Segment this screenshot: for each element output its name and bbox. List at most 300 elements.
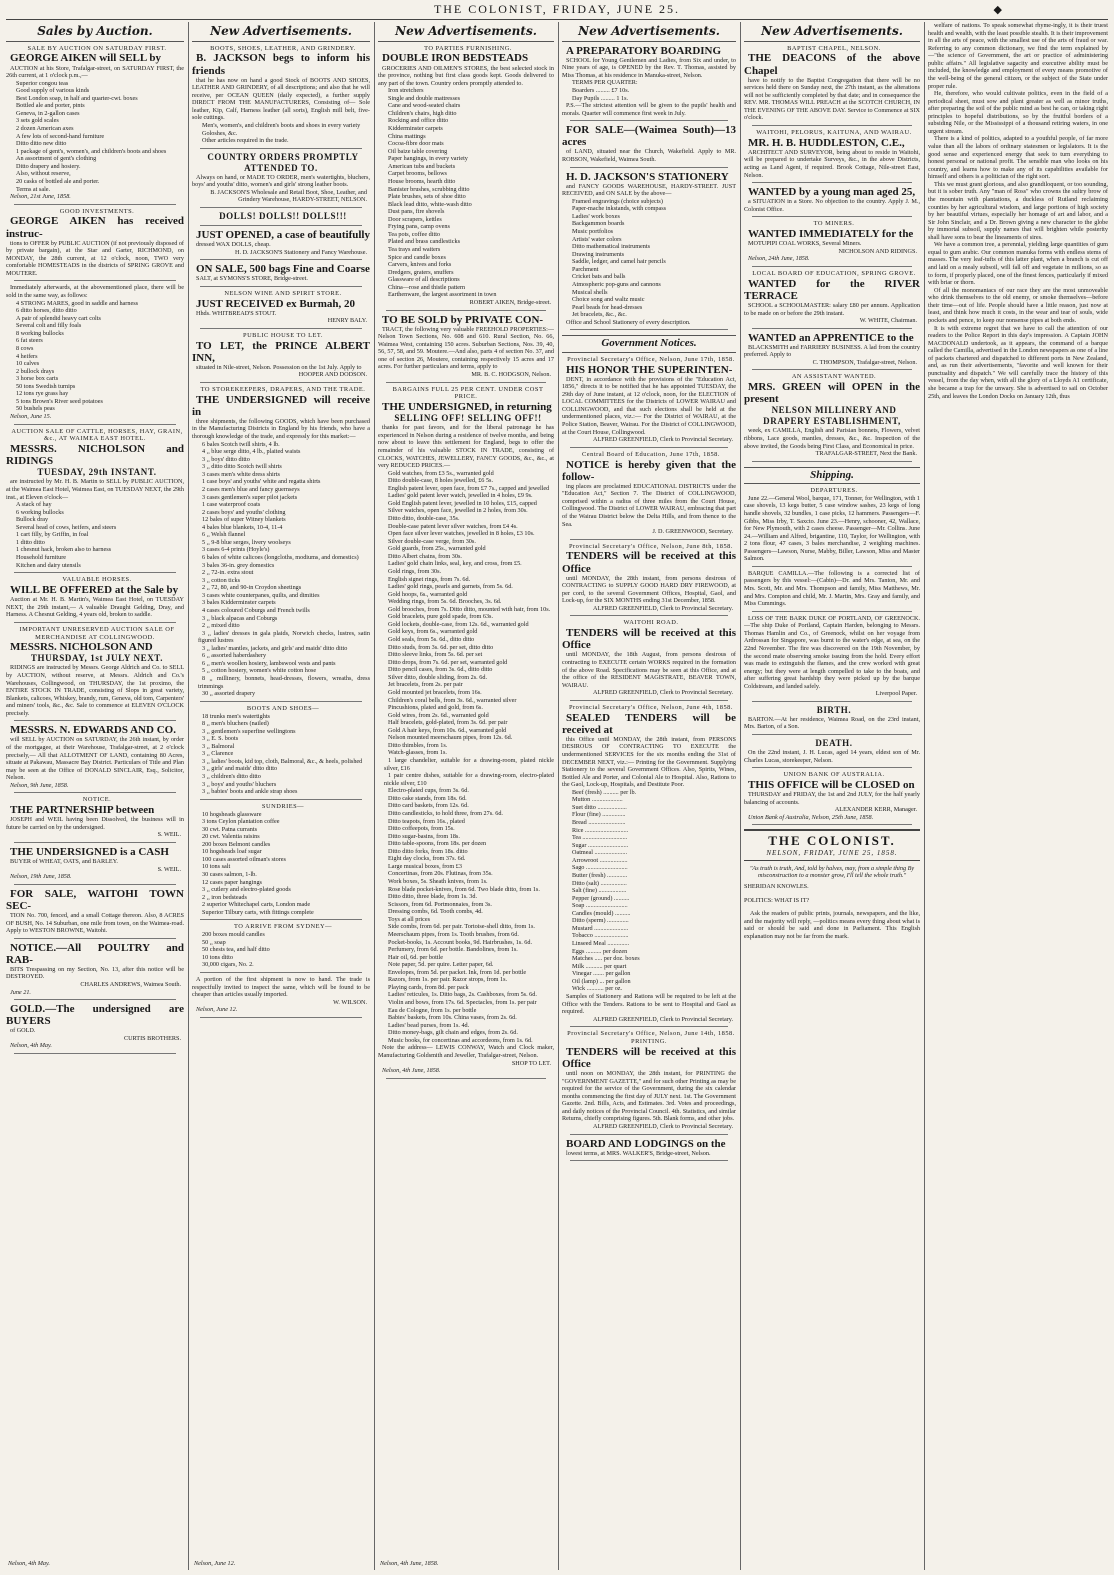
ad-body: thanks for past favors, and for the liberal patronage he has experienced in Nelson during a residence of twelve months, and being now about to leave this settlement for England, begs to offer the remainder of his valuable STOCK IN TRADE, consisting of CLOCKS, WATCHES, JEWELLERY, FANCY GOODS, &c., &c., at very REDUCED PRICES.— bbox=[378, 424, 554, 470]
column-header: New Advertisements. bbox=[744, 24, 920, 42]
ad-item: Superior congou teas bbox=[16, 79, 69, 87]
ad-item: Candles (mould) .......... bbox=[572, 909, 631, 917]
ad-item: Drawing instruments bbox=[572, 250, 625, 258]
column-advertisements-4 bbox=[744, 22, 920, 1570]
ad-separator bbox=[200, 148, 362, 149]
ad-separator bbox=[14, 424, 176, 425]
ad-heading: NELSON WINE AND SPIRIT STORE. bbox=[224, 289, 342, 297]
ad-lead-line: JUST OPENED, a case of beautifully bbox=[196, 228, 370, 241]
ad-item: Good supply of various kinds bbox=[16, 87, 90, 95]
ad-item: Mustard ...................... bbox=[572, 924, 629, 932]
ad-item: 3 ,, Balmoral bbox=[202, 742, 235, 750]
ad-body: tions to OFFER by PUBLIC AUCTION (if not previously disposed of by private bargain), at the Star and Garter, RICHMOND, on MONDAY, the 28th current, at 12 o'clock, noon, TWO very comfortable HOMESTEADS in the districts of SPRING GROVE and MOUTERE. bbox=[6, 239, 184, 277]
ad-item: Plated and brass candlesticks bbox=[388, 238, 460, 246]
ad-item: Ladies' gold patent lever watch, jewelled in 4 holes, £9 9s. bbox=[388, 492, 533, 500]
ad-separator bbox=[752, 369, 912, 370]
ad-body: A portion of the first shipment is now to hand. The trade is respectfully invited to inspect the same, which will be found to be cheaper than articles usually imported. bbox=[192, 976, 370, 999]
ad-separator bbox=[752, 767, 912, 768]
ad-lead-line: MESSRS. NICHOLSON AND bbox=[10, 641, 153, 654]
ad-item: 4 ,, blue serge ditto, 4 lb., plaited waists bbox=[202, 448, 301, 456]
ad-separator bbox=[200, 382, 362, 383]
ad-lead-line: TENDERS will be received at this Office bbox=[562, 1045, 736, 1070]
column-rule bbox=[374, 22, 375, 1570]
advertisement bbox=[744, 332, 920, 367]
ad-item: House brooms, hearth ditto bbox=[388, 177, 456, 185]
ad-separator bbox=[752, 611, 912, 612]
ad-signature: SHOP TO LET. bbox=[511, 1059, 551, 1067]
ad-item: 1 case waterproof coats bbox=[202, 501, 261, 509]
ad-item: Several head of cows, heifers, and steers bbox=[16, 523, 117, 531]
ad-item: Ditto table-spoons, from 18s. per dozen bbox=[388, 840, 487, 848]
ad-item: Other articles required in the trade. bbox=[202, 137, 289, 145]
ad-lead-line: THE PARTNERSHIP between bbox=[10, 804, 155, 817]
ad-signature: J. D. GREENWOOD, Secretary. bbox=[652, 528, 733, 536]
ad-item: 2 cases men's blue and fancy guernseys bbox=[202, 485, 300, 493]
ad-signature: Liverpool Paper. bbox=[875, 690, 917, 698]
column-header: New Advertisements. bbox=[378, 24, 554, 42]
column-header: Sales by Auction. bbox=[6, 24, 184, 42]
ad-item: Musical shells bbox=[572, 288, 608, 296]
ad-lead-line: WANTED IMMEDIATELY for the bbox=[748, 228, 914, 241]
ad-item: 3 ,, cotton ticks bbox=[202, 576, 240, 584]
advertisement bbox=[562, 704, 736, 1023]
ad-item: 2 cases boys' and youths' clothing bbox=[202, 508, 286, 516]
column-footer-date: Nelson, 4th June, 1858. bbox=[380, 1560, 439, 1567]
ad-item-list bbox=[384, 87, 554, 299]
ad-item: 5 ,, 9-8 blue serges, livery woolseys bbox=[202, 538, 291, 546]
ad-separator bbox=[386, 382, 546, 383]
ad-item: 2 ,, mixed ditto bbox=[202, 622, 240, 630]
advertisement bbox=[6, 576, 184, 619]
ad-item: Ditto (sperm) .............. bbox=[572, 917, 629, 925]
ad-item: Sugar .......................... bbox=[572, 841, 629, 849]
ad-lead-line: FOR SALE, WAITOHI TOWN SEC- bbox=[6, 887, 184, 912]
ad-item: 10 calves bbox=[16, 360, 40, 368]
ad-item: 10 tons salt bbox=[202, 863, 231, 871]
advertisement bbox=[744, 570, 920, 608]
ad-lead-line: ON SALE, 500 bags Fine and Coarse bbox=[196, 263, 370, 276]
ad-lead-line: TENDERS will be received at this Office bbox=[562, 627, 736, 652]
ad-signature: B. JACKSON'S Wholesale and Retail Boot, Shoe, Leather, and Grindery Warehouse, HARDY-STREET, NELSON. bbox=[210, 188, 367, 204]
ad-item: Silver watches, open face, jewelled in 2 holes, from 30s. bbox=[388, 507, 528, 515]
ad-item: 3 ,, E. S. boots bbox=[202, 735, 239, 743]
ad-item: Watch-glasses, from 1s. bbox=[388, 749, 447, 757]
ad-heading: DEPARTURES. bbox=[810, 487, 858, 495]
ad-item: Babies' baskets, from 10s. China vases, from 2s. 6d. bbox=[388, 1014, 517, 1022]
ad-separator bbox=[570, 120, 728, 121]
ad-item: Glassware of all descriptions bbox=[388, 276, 460, 284]
ad-body: TRACT, the following very valuable FREEHOLD PROPERTIES:— Nelson Town Sections, No. 608 and 610. Rural Section, No. 66, Waimea West, containing 150 acres. Suburban Sections, Nos. 39, 40, 56, 57, 58, and 59. Moutere.—And also, parts 4 of section No. 37, and one of section 26, Moutere, containing respectively 15 acres and 17 acres. For further particulars and terms, apply to bbox=[378, 325, 554, 371]
advertisement bbox=[192, 211, 370, 222]
ad-heading: Provincial Secretary's Office, Nelson, June 17th, 1858. bbox=[567, 355, 735, 363]
ad-item: Parchment bbox=[572, 265, 599, 273]
ad-heading: Provincial Secretary's Office, Nelson, June 8th, 1858. bbox=[569, 542, 733, 550]
ad-item: Gold seals, from 5s. 6d., ditto ditto bbox=[388, 636, 475, 643]
ad-display-line: NELSON MILLINERY AND DRAPERY ESTABLISHMENT, bbox=[763, 405, 901, 427]
ad-display-line: DOLLS! DOLLS!! DOLLS!!! bbox=[219, 210, 347, 221]
ad-item: Ditto coffeepots, from 15s. bbox=[388, 825, 455, 833]
advertisement bbox=[378, 386, 554, 1075]
ad-separator bbox=[14, 280, 176, 281]
ad-lead-line: WILL BE OFFERED at the Sale by bbox=[10, 583, 179, 596]
ad-item: Framed engravings (choice subjects) bbox=[572, 197, 663, 205]
ad-item: 4 heifers bbox=[16, 352, 38, 360]
ad-item: Work boxes, 5s. Sheath knives, from 1s. bbox=[388, 878, 488, 885]
ad-body: Auction at Mr. H. B. Martin's, Waimea East Hotel, on TUESDAY NEXT, the 29th instant,— A valuable Draught Gelding, Dray, and Harness. A Chesnut Gelding, 4 years old, broken to saddle. bbox=[6, 596, 184, 619]
ad-item: Carpet brooms, bellows bbox=[388, 170, 447, 178]
ad-item-list bbox=[198, 931, 370, 969]
ad-item: Best London soap, in half and quarter-cwt. boxes bbox=[16, 94, 138, 102]
ad-separator bbox=[752, 824, 912, 825]
ad-separator bbox=[570, 700, 728, 701]
ad-body: of LAND, situated near the Church, Wakefield. Apply to MR. ROBSON, Wakefield, Waimea South. bbox=[562, 148, 736, 163]
ad-item: Wedding rings, from 5s. 6d. Brooches, 3s. 6d. bbox=[388, 598, 502, 606]
ad-body: SCHOOL a SCHOOLMASTER: salary £80 per annum. Application to be made on or before the 29th instant. bbox=[744, 301, 920, 317]
ad-item: 4 bales blue blankets, 10-4, 11-4 bbox=[202, 523, 283, 531]
ad-item: Gold A hair keys, from 10s. 6d., warranted gold bbox=[388, 726, 507, 734]
ad-item: 20 casks of bottled ale and porter. bbox=[16, 177, 100, 185]
ad-item: Boarders ......... £7 10s. bbox=[572, 86, 630, 94]
running-head bbox=[0, 2, 1114, 20]
ad-separator bbox=[14, 792, 176, 793]
ad-body: of GOLD. bbox=[10, 1027, 36, 1035]
ad-item: 4 cases coloured Coburgs and French twills bbox=[202, 606, 310, 614]
ad-item: 100 cases assorted oilman's stores bbox=[202, 855, 286, 863]
advertisement bbox=[192, 263, 370, 283]
ad-item: 3 cases white counterpanes, quilts, and dimities bbox=[202, 591, 320, 599]
ad-item: Carvers, knives and forks bbox=[388, 261, 452, 269]
ad-lead-line: TO LET, the PRINCE ALBERT INN, bbox=[192, 339, 370, 364]
advertisement bbox=[744, 738, 920, 764]
ad-body: GROCERIES AND OILMEN'S STORES, the best selected stock in the province, nothing but first class goods kept. Goods delivered to any part of the town. Country orders promptly attended to. bbox=[378, 64, 554, 87]
ad-item: Tea trays and waiters bbox=[388, 246, 441, 254]
ad-item: Bottled ale and porter, pints bbox=[16, 102, 85, 110]
advertisement bbox=[744, 270, 920, 325]
ad-signature: HENRY BALY. bbox=[327, 317, 367, 325]
ad-item: Door scrapers, kettles bbox=[388, 215, 442, 223]
ad-item: Day Pupils ......... 1 1s. bbox=[572, 94, 629, 102]
ad-heading: Provincial Secretary's Office, Nelson, June 14th, 1858. PRINTING. bbox=[567, 1030, 735, 1045]
ad-item: 3 ,, boys' and youths' bluchers bbox=[202, 780, 277, 788]
ad-separator bbox=[200, 1017, 362, 1018]
ad-lead-line: A PREPARATORY BOARDING bbox=[566, 44, 722, 57]
ad-heading: TO ARRIVE FROM SYDNEY— bbox=[233, 923, 333, 931]
ad-item: Ladies' work boxes bbox=[572, 212, 620, 220]
ad-item: Ditto double-case, 8 holes jewelled, £6 5s. bbox=[388, 477, 493, 485]
ad-lead-line: TO BE SOLD by PRIVATE CON- bbox=[382, 313, 544, 326]
column-footer-date: Nelson, 4th May. bbox=[8, 1560, 50, 1567]
column-footer-date: Nelson, June 12. bbox=[194, 1560, 236, 1567]
ad-lead-line: TENDERS will be received at this Office bbox=[562, 550, 736, 575]
column-advertisements-1 bbox=[192, 22, 370, 1570]
ad-lead-line: BOARD AND LODGINGS on the bbox=[566, 1137, 726, 1150]
advertisement bbox=[192, 976, 370, 1014]
ad-heading: TO PARTIES FURNISHING. bbox=[424, 44, 512, 52]
ad-item: 30 cases salmon, 1-lb. bbox=[202, 871, 257, 878]
ad-signature: W. WILSON. bbox=[333, 998, 367, 1006]
ad-lead-line: THE DEACONS of the above Chapel bbox=[744, 52, 920, 77]
ad-item: 8 cows bbox=[16, 344, 34, 352]
ad-item: 10 hogsheads glassware bbox=[202, 810, 262, 818]
ad-lead-line: MESSRS. NICHOLSON and RIDINGS bbox=[6, 443, 184, 468]
ad-item: Ditto card baskets, from 12s. 6d. bbox=[388, 802, 469, 810]
ad-separator bbox=[14, 999, 176, 1000]
ad-item: 10 tons ditto bbox=[202, 953, 233, 961]
ad-body: LOSS OF THE BARK DUKE OF PORTLAND, OF GREENOCK.—The ship Duke of Portland, Captain Harden, belonging to Messrs. Thomas Hamlin and Co., of Greenock, whilst on her voyage from Ardrossan for Singapore, was burnt to the water's edge, at sea, on the 22nd November. The fire was discovered on the 19th November, by the second mate observing smoke issuing from the hold. Every effort was made to extinguish the flames, and the crew worked with great energy; but they were at length compelled to take to the boats, and after suffering great hardship they were picked up by the barque Coldstream, and landed safely. bbox=[744, 614, 920, 690]
ad-item: Ditto studs, from 3s. 6d. per set, ditto ditto bbox=[388, 643, 494, 651]
ad-item: 30 cwt. Patna currants bbox=[202, 825, 257, 833]
ad-item: Ditto money-bags, gilt chain and edges, from 2s. 6d. bbox=[388, 1029, 518, 1037]
running-head-title: THE COLONIST, FRIDAY, JUNE 25. bbox=[433, 2, 681, 16]
ad-item: Side combs, from 6d. per pair. Tortoise-shell ditto, from 1s. bbox=[388, 923, 535, 931]
ad-item: Gold English patent lever, jewelled in 10 holes, £15, capped bbox=[388, 499, 537, 507]
ad-body: BITS Trespassing on my Section, No. 13, after this notice will be DESTROYED. bbox=[6, 965, 184, 981]
ad-item: Wick ........... per oz. bbox=[572, 985, 623, 993]
ad-body: BLACKSMITH and FARRIERY BUSINESS. A lad from the country preferred. Apply to bbox=[744, 343, 920, 359]
ad-item: 6 working bullocks bbox=[16, 508, 64, 516]
ad-item: 30 ,, assorted drapery bbox=[202, 690, 256, 698]
ad-separator bbox=[200, 328, 362, 329]
advertisement bbox=[6, 284, 184, 420]
ad-body: BUYER of WHEAT, OATS, and BARLEY. bbox=[10, 858, 118, 866]
ad-item: A few lots of second-hand furniture bbox=[16, 132, 105, 140]
ad-heading: VALUABLE HORSES. bbox=[62, 576, 132, 584]
ad-lead-line: NOTICE is hereby given that the follow- bbox=[562, 458, 736, 483]
ad-item: Ditto pencil cases, from 3s. 6d., ditto ditto bbox=[388, 666, 493, 674]
section-header: Government Notices. bbox=[562, 335, 736, 352]
ad-item-list bbox=[568, 198, 736, 319]
ad-body: AUCTION at his Store, Trafalgar-street, on SATURDAY FIRST, the 26th current, at 1 o'clock p.m.,— bbox=[6, 64, 184, 80]
ad-item: Ditto sleeve links, from 5s. 6d. per set bbox=[388, 651, 483, 659]
ad-separator bbox=[570, 329, 728, 330]
ad-item: Ladies' bead purses, from 1s. 4d. bbox=[388, 1021, 470, 1029]
advertisement bbox=[192, 803, 370, 917]
ad-display-line: TUESDAY, 29th INSTANT. bbox=[37, 467, 157, 478]
leader-paragraph: This we must grant glorious, and also grandiloquent, or too sounding, but it is sober truth. Any "man of Ross" who crowns the sultry brow of the mountain with plantations, a duckless of Rutland reclaiming counties by her agricultural wisdom, and large portions of high society by her beautiful virtues, especially her homage of art and labor, and a Sir John Sinclair, and a Dr. Brown giving a new character to the globe by immortal subsoil, supply names that will brighten while posterity shall have sons to bear the lineaments of sires. bbox=[928, 180, 1108, 241]
ad-item: Eggs .......... per dozen bbox=[572, 947, 628, 955]
ad-heading: BOOTS AND SHOES— bbox=[246, 704, 320, 712]
ad-separator bbox=[200, 701, 362, 702]
ad-item: 8 ,, men's bluchers (nailed) bbox=[202, 720, 269, 728]
ad-item: 6 ditto horses, ditto ditto bbox=[16, 307, 77, 315]
ad-separator bbox=[752, 328, 912, 329]
ad-signature: CHARLES ANDREWS, Waimea South. bbox=[80, 980, 181, 988]
ad-item: 3 ,, ladies' mantles, jackets, and girls' and maids' ditto ditto bbox=[202, 644, 348, 652]
ad-item: 10 hogsheads loaf sugar bbox=[202, 848, 262, 856]
ad-heading: WAITOHI ROAD. bbox=[623, 619, 679, 627]
advertisement bbox=[192, 45, 370, 145]
ad-body: a SITUATION in a Store. No objection to the country. Apply J. M., Colonist Office. bbox=[744, 198, 920, 213]
ad-body: will SELL by AUCTION on SATURDAY, the 26th instant, by order of the mortgagee, at their Warehouse, Trafalgar-street, at 2 o'clock precisely,— All that ALLOTMENT OF LAND, containing 80 Acres, situate at Pakawau, Massacre Bay District. Particulars of Title and Plan may be seen at the Office of DONALD SINCLAIR, Esq., Solicitor, Nelson. bbox=[6, 736, 184, 782]
ad-item: 1 large chandelier, suitable for a drawing-room, plated nickle silver, £16 bbox=[384, 757, 554, 772]
ad-separator bbox=[200, 225, 362, 226]
ad-date: Union Bank of Australia, Nelson, 25th June, 1858. bbox=[748, 813, 874, 821]
ad-item: Vinegar ....... per gallon bbox=[572, 970, 631, 978]
ad-body: until noon on MONDAY, the 28th instant, for PRINTING the "GOVERNMENT GAZETTE," and for such other Printing as may be required for the service of the Government, during the six calendar months commencing the first day of JULY next. 1st. The Government Gazette. 2nd. Bills, Acts, and Estimates. 3rd. Votes and proceedings, and daily notices of the Provincial Council. 4th. Statistics, and similar Returns, chiefly comprising figures. 5th. Blank forms, and other jobs. bbox=[562, 1070, 736, 1123]
ad-item: 5 tons Brown's River seed potatoes bbox=[16, 397, 103, 405]
ad-separator bbox=[570, 167, 728, 168]
ad-item: Matches ..... per doz. boxes bbox=[572, 955, 640, 963]
ad-item: Bullock dray bbox=[16, 516, 49, 524]
ad-item: 2 bullock drays bbox=[16, 367, 55, 375]
ad-body: June 22.—General Wool, barque, 171, Tonner, for Wellington, with 1 case shovels, 13 kegs butter, 5 case window sashes, 23 kegs of long handle shovels, 32 bundles, 1 case picks, 12 hammers. Passengers—F. Gibbs, Miss Irby, T. Saxcto. June 23.—Henry, schooner, 42, Wallace, for New Plymouth, with 2 cases cheese. Passenger—Mr. Collins. June 24.—William and Alfred, brigantine, 110, Taylor, for Wellington, with 2 tons flour, 47 cases, 3 bales merchandise, 2 weighing machines. Passengers—Lawson, Nurse, Mabby, Biller, Lawson, Miss and Master Salmon. bbox=[744, 494, 920, 563]
ad-heading: BOOTS, SHOES, LEATHER, AND GRINDERY. bbox=[210, 44, 356, 52]
ad-item: Iron stretchers bbox=[388, 87, 424, 95]
ad-item: 3 cases 6-4 prints (Hoyle's) bbox=[202, 546, 270, 554]
advertisement bbox=[192, 332, 370, 379]
ad-separator bbox=[200, 799, 362, 800]
ad-item: 1 cart filly, by Griffin, in foal bbox=[16, 531, 89, 539]
ad-item-list bbox=[198, 811, 370, 917]
advertisement bbox=[192, 386, 370, 698]
ad-item: Milk ........... per quart bbox=[572, 962, 627, 970]
leader-paragraph: There is a kind of politics, adapted to a youthful people, of far more value than all the labors of ordinary statesmen or legislators. It is the good sense and experienced energy that seek to turn everything to honest personal or national profit. The sensible man who looks on his country, and learns how to make any of its capabilities available for himself and others is a politician of the right sort. bbox=[928, 135, 1108, 181]
ad-item: 3 ,, Clarence bbox=[202, 750, 234, 758]
ad-lead-line: WANTED for the RIVER TERRACE bbox=[744, 277, 920, 302]
advertisement bbox=[192, 290, 370, 325]
ad-heading: UNION BANK OF AUSTRALIA. bbox=[783, 771, 885, 779]
ad-item: Also, without reserve, bbox=[16, 170, 71, 178]
ad-item: 2 ,, 72, 80, and 90-in Croydon sheetings bbox=[202, 584, 302, 592]
ad-signature: ROBERT AIKEN, Bridge-street. bbox=[469, 298, 551, 306]
ad-signature: HOOPER AND DODSON. bbox=[298, 371, 367, 379]
ad-item: Linseed Meal .............. bbox=[572, 940, 630, 947]
ad-item: Rocking and office ditto bbox=[388, 117, 449, 125]
ad-item: Kitchen and dairy utensils bbox=[16, 561, 81, 569]
ad-item: English signet rings, from 7s. 6d. bbox=[388, 575, 471, 583]
ad-heading: Central Board of Education, June 17th, 1858. bbox=[582, 450, 720, 458]
ad-separator bbox=[570, 1160, 728, 1161]
ad-item: Single and double mattresses bbox=[388, 94, 461, 102]
advertisement bbox=[192, 923, 370, 969]
ad-separator bbox=[14, 204, 176, 205]
ad-separator bbox=[200, 286, 362, 287]
ad-item: 4 STRONG MARES, good in saddle and harness bbox=[16, 299, 139, 307]
advertisement bbox=[744, 373, 920, 457]
ad-item: Geneva, in 2-gallon cases bbox=[16, 109, 80, 117]
ad-item: American tubs and buckets bbox=[388, 162, 456, 170]
ad-item: Earthenware, the largest assortment in town bbox=[388, 291, 497, 299]
ad-item: 8 ,, millinery, bonnets, head-dresses, flowers, wreaths, dress trimmings bbox=[198, 675, 370, 690]
ad-item: Silver ditto, double sliding, from 2s. 6d. bbox=[388, 673, 487, 681]
advertisement bbox=[744, 487, 920, 563]
editorial-masthead-title: THE COLONIST. bbox=[768, 833, 896, 849]
ad-item: Pepper (ground) .......... bbox=[572, 894, 630, 902]
ad-item: Suet ditto ................... bbox=[572, 803, 627, 811]
ad-item-list bbox=[12, 300, 184, 413]
advertisement bbox=[378, 45, 554, 307]
ad-item: 2 dozen American axes bbox=[16, 125, 74, 133]
ad-item-list bbox=[198, 441, 370, 698]
ad-item: 3 ,, girls' and maids' ditto ditto bbox=[202, 765, 278, 773]
ad-separator bbox=[14, 720, 176, 721]
ad-item-list bbox=[568, 79, 736, 102]
ad-item-list bbox=[198, 713, 370, 796]
ad-item: China mattings bbox=[388, 132, 426, 140]
ad-item: 3 ,, cutlery and electro-plated goods bbox=[202, 886, 291, 894]
ad-body: lowest terms, at MRS. WALKER'S, Bridge-street, Nelson. bbox=[566, 1149, 711, 1157]
ad-body: Immediately afterwards, at the abovementioned place, there will be sold in the same way, as follows: bbox=[6, 284, 184, 300]
ad-item: Tea pots, coffee ditto bbox=[388, 230, 441, 238]
ad-item: Open face silver lever watches, jewelled in 8 holes, £3 10s. bbox=[388, 530, 535, 538]
ad-item: 3 cases men's white dress shirts bbox=[202, 470, 280, 478]
ad-item-list bbox=[384, 470, 554, 1045]
ad-body: JOSEPH and WEIL having been Dissolved, the business will in future be carried on by the undersigned. bbox=[6, 816, 184, 831]
ad-body: TION No. 700, fenced, and a small Cottage thereon. Also, 8 ACRES OF BUSH, No. 14 Suburban, one mile from town, on the Waimea-road. Apply to WESTON BROWNE, Waitohi. bbox=[6, 911, 184, 935]
column-leader-continued bbox=[928, 22, 1108, 1570]
ad-item: Large musical boxes, from £3 bbox=[388, 862, 462, 870]
ad-item: 3 ,, babies' boots and ankle strap shoes bbox=[202, 788, 298, 796]
ad-item: Oil (lamp) ... per gallon bbox=[572, 977, 631, 985]
ad-separator bbox=[386, 310, 546, 311]
ad-body: SCHOOL for Young Gentlemen and Ladies, from Six and under, to Nine years of age, is OPENED by the Rev. T. Thomas, assisted by Miss Thomas, at his residence in Manuka-street, Nelson. bbox=[562, 56, 736, 79]
ad-lead-line: MRS. GREEN will OPEN in the present bbox=[744, 381, 920, 406]
ad-item: 3 bales Kidderminster carpets bbox=[202, 599, 276, 607]
ad-date: Nelson, June 12. bbox=[196, 1006, 238, 1014]
ad-date: Nelson, June 15. bbox=[10, 413, 52, 421]
advertisement bbox=[744, 771, 920, 821]
ad-lead-line: GEORGE AIKEN has received instruc- bbox=[6, 215, 184, 240]
ad-item: Pearl beads for head-dresses bbox=[572, 303, 643, 311]
ad-item: A stack of hay bbox=[16, 501, 52, 509]
ad-signature: W. WHITE, Chairman. bbox=[859, 317, 917, 325]
column-rule bbox=[924, 22, 925, 1570]
ad-separator bbox=[570, 1134, 728, 1135]
ad-body: three shipments, the following GOODS, which have been purchased in the Manufacturing Districts in England by his friends, who have a thorough knowledge of the trade, and expressly for this market:— bbox=[192, 417, 370, 440]
advertisement bbox=[6, 888, 184, 935]
advertisement bbox=[6, 846, 184, 881]
ad-item: Ditto cake stands, from 18s. 6d. bbox=[388, 794, 467, 802]
ad-item: 200 boxes mould candles bbox=[202, 931, 265, 939]
section-header: Shipping. bbox=[744, 467, 920, 484]
column-header: New Advertisements. bbox=[562, 24, 736, 42]
ad-signature: C. THOMPSON, Trafalgar-street, Nelson. bbox=[812, 358, 917, 366]
advertisement bbox=[744, 220, 920, 263]
ad-item: Mutton .................... bbox=[572, 796, 623, 804]
advertisement bbox=[6, 724, 184, 789]
ad-item: Ditto ditto, three blade, from 1s. 3d. bbox=[388, 893, 478, 901]
ad-separator bbox=[14, 938, 176, 939]
ad-heading: PUBLIC HOUSE TO LET. bbox=[243, 331, 323, 339]
ad-separator bbox=[14, 1053, 176, 1054]
ad-signature: ALFRED GREENFIELD, Clerk to Provincial Secretary. bbox=[593, 604, 733, 612]
ad-item: Several colt and filly foals bbox=[16, 322, 82, 330]
ad-item: Paper-mache inkstands, with compass bbox=[572, 205, 667, 213]
advertisement bbox=[562, 619, 736, 696]
advertisement bbox=[562, 1030, 736, 1130]
ad-item: Pocket-books, 1s. Account books, 9d. Hairbrushes, 1s. 6d. bbox=[388, 938, 533, 946]
ad-item: 50 tons Swedish turnips bbox=[16, 382, 76, 390]
advertisement bbox=[562, 124, 736, 163]
advertisement bbox=[6, 626, 184, 718]
ad-item: Atmospheric pop-guns and cannons bbox=[572, 280, 661, 288]
ad-body: have to notify to the Baptist Congregation that there will be no services held there on Sunday next, the 27th instant, as the alterations will not be sufficiently completed by that date; and in consequence the REV. MR. THOMAS WILL PREACH at the SCOTCH CHURCH, IN THE EVENING OF THE ABOVE DAY. Service to Commence at SIX o'clock. bbox=[744, 76, 920, 122]
ad-heading: TO STOREKEEPERS, DRAPERS, AND THE TRADE. bbox=[200, 385, 366, 393]
ad-separator bbox=[570, 447, 728, 448]
ad-item: Ditto mathematical instruments bbox=[572, 243, 651, 251]
ad-date: Nelson, 4th June, 1858. bbox=[382, 1067, 441, 1075]
ad-item: 8 working bullocks bbox=[16, 329, 64, 337]
advertisement bbox=[562, 543, 736, 613]
ad-heading: GOOD INVESTMENTS. bbox=[59, 207, 135, 215]
ad-item: Goloshes, &c. bbox=[202, 129, 238, 137]
ad-item: 5 ,, cotton hosiery, women's white cotton hose bbox=[202, 667, 317, 675]
column-advertisements-2 bbox=[378, 22, 554, 1570]
ad-separator bbox=[200, 259, 362, 260]
ad-item: 3 ,, ladies' dresses in gala plaids, Norwich checks, lustres, satin figured lustres bbox=[198, 629, 370, 645]
ad-item: Rice ............................ bbox=[572, 826, 629, 834]
ad-item: Gold bracelets, pure gold spade, from 63s. bbox=[388, 613, 493, 621]
